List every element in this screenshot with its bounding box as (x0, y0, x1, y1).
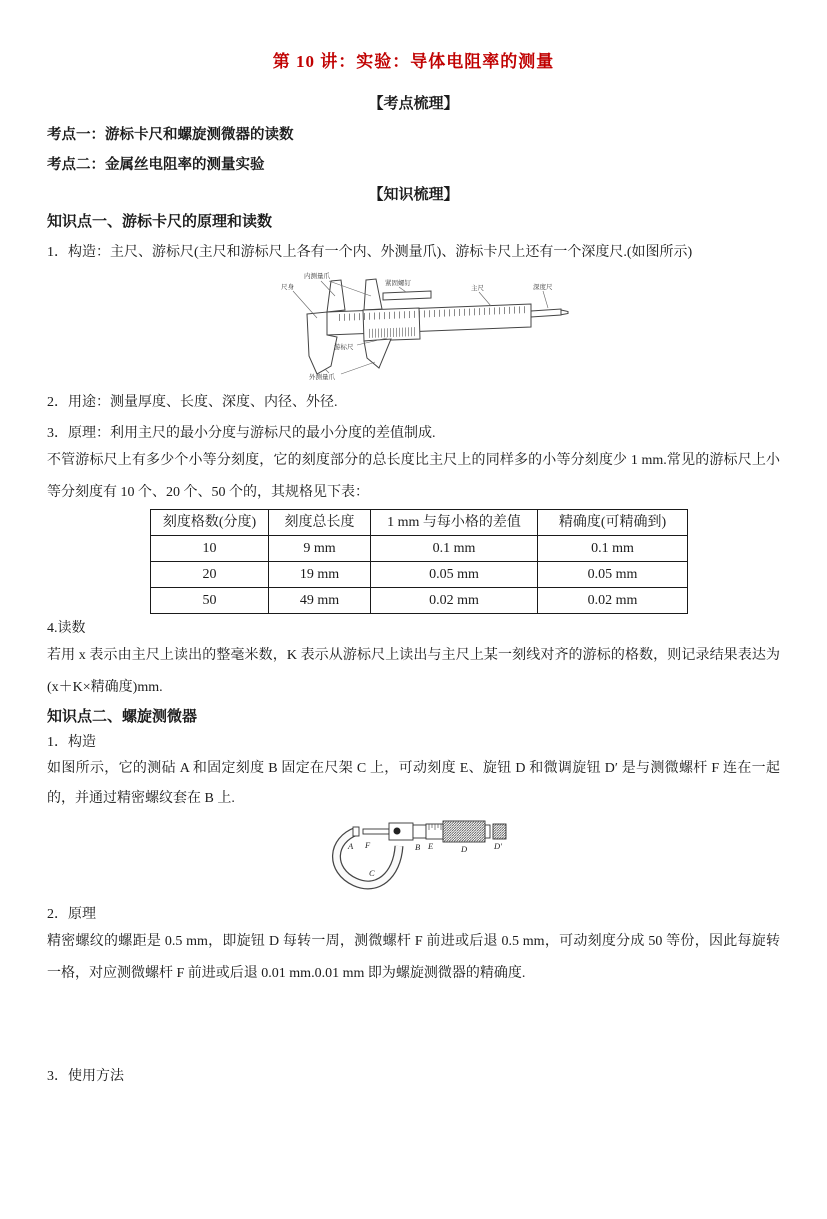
table-row (151, 588, 688, 614)
caliper-usage-text: 2．用途：测量厚度、长度、深度、内径、外径. (47, 395, 338, 410)
caliper-principle-text: 3．原理：利用主尺的最小分度与游标尺的最小分度的差值制成. (47, 426, 436, 441)
micrometer-label-thimble: D (461, 844, 468, 854)
micrometer-structure-detail: 如图所示，它的测砧 A 和固定刻度 B 固定在尺架 C 上，可动刻度 E、旋钮 D 和微调旋钮 D′ 是与测微螺杆 F 连在一起的，并通过精密螺纹套在 B 上. (47, 761, 780, 806)
table-header-cell: 刻度总长度 (269, 510, 371, 536)
micrometer-label-scale: E (428, 841, 434, 851)
table-cell: 10 (151, 536, 269, 562)
micrometer-structure-title: 1．构造 (47, 735, 96, 750)
micrometer-sleeve (413, 825, 426, 838)
reading-title: 4.读数 (47, 621, 86, 636)
micrometer-label-spindle: F (365, 840, 371, 850)
table-cell: 49 mm (269, 588, 371, 614)
table-cell: 9 mm (269, 536, 371, 562)
table-cell: 0.02 mm (538, 588, 688, 614)
micrometer-label-sleeve: B (415, 842, 421, 852)
micrometer-ratchet (493, 824, 506, 839)
micrometer-label-ratchet: D′ (494, 841, 502, 851)
micrometer-figure (319, 814, 511, 892)
micrometer-label-frame: C (369, 868, 375, 878)
table-cell: 50 (151, 588, 269, 614)
caliper-label-depth-rule: 深度尺 (533, 284, 553, 291)
vernier-caliper-figure (279, 270, 581, 382)
micrometer-spindle (363, 829, 389, 834)
table-header-cell: 精确度(可精确到) (538, 510, 688, 536)
caliper-structure-text: 1．构造：主尺、游标尺(主尺和游标尺上各有一个内、外测量爪)、游标卡尺上还有一个深度尺.(如图所示) (47, 245, 693, 260)
table-header-cell: 1 mm 与每小格的差值 (371, 510, 538, 536)
micrometer-thimble (443, 821, 485, 842)
caliper-label-inner-jaws: 内测量爪 (304, 273, 330, 280)
knowledge-point-1-title: 知识点一、游标卡尺的原理和读数 (47, 213, 273, 230)
caliper-label-vernier-scale: 游标尺 (334, 344, 354, 351)
document-page (0, 50, 827, 1088)
table-cell: 0.1 mm (371, 536, 538, 562)
micrometer-principle-title: 2．原理 (47, 907, 96, 922)
exam-point-2: 考点二：金属丝电阻率的测量实验 (47, 157, 265, 173)
table-cell: 0.02 mm (371, 588, 538, 614)
table-row (151, 536, 688, 562)
caliper-label-outer-jaws: 外测量爪 (309, 374, 335, 381)
table-cell: 20 (151, 562, 269, 588)
table-cell: 0.05 mm (538, 562, 688, 588)
micrometer-step (485, 825, 490, 838)
micrometer-drawing (319, 814, 509, 892)
micrometer-lock-lever (394, 828, 401, 835)
vernier-spec-table (150, 509, 688, 614)
micrometer-label-anvil: A (348, 841, 354, 851)
caliper-depth-rod (531, 309, 561, 317)
table-cell: 19 mm (269, 562, 371, 588)
table-cell: 0.05 mm (371, 562, 538, 588)
caliper-locking-rod (383, 291, 431, 300)
caliper-principle-detail: 不管游标尺上有多少个小等分刻度，它的刻度部分的总长度比主尺上的同样多的小等分刻度少 1 mm.常见的游标尺上小等分刻度有 10 个、20 个、50 个的，其规格见下表： (47, 453, 780, 500)
page-title: 第 10 讲：实验：导体电阻率的测量 (272, 52, 555, 71)
section-header-exam-points: 【考点梳理】 (368, 95, 459, 112)
caliper-label-locking-screw: 紧固螺钉 (385, 280, 411, 287)
table-row (151, 562, 688, 588)
knowledge-point-2-title: 知识点二、螺旋测微器 (47, 708, 198, 725)
section-header-knowledge: 【知识梳理】 (368, 186, 459, 203)
micrometer-fixed-scale (426, 824, 443, 839)
table-cell: 0.1 mm (538, 536, 688, 562)
reading-detail: 若用 x 表示由主尺上读出的整毫米数，K 表示从游标尺上读出与主尺上某一刻线对齐的游标的格数，则记录结果表达为(x＋K×精确度)mm. (47, 648, 780, 695)
exam-point-1: 考点一：游标卡尺和螺旋测微器的读数 (47, 127, 294, 143)
micrometer-anvil (353, 827, 359, 836)
usage-method-title: 3．使用方法 (47, 1069, 124, 1084)
caliper-slider-outer-jaw (364, 339, 391, 368)
caliper-label-main-scale: 主尺 (471, 285, 484, 292)
table-header-cell: 刻度格数(分度) (151, 510, 269, 536)
caliper-label-body: 尺身 (281, 284, 294, 291)
table-header-row (151, 510, 688, 536)
caliper-fixed-inner-jaw (327, 280, 345, 312)
micrometer-principle-detail: 精密螺纹的螺距是 0.5 mm，即旋钮 D 每转一周，测微螺杆 F 前进或后退 0.5 mm，可动刻度分成 50 等份，因此每旋转一格，对应测微螺杆 F 前进或后退 0.01 mm.0.01 mm 即为螺旋测微器的精确度. (47, 934, 780, 981)
micrometer-hub (389, 823, 413, 840)
vernier-caliper-drawing (279, 270, 579, 382)
